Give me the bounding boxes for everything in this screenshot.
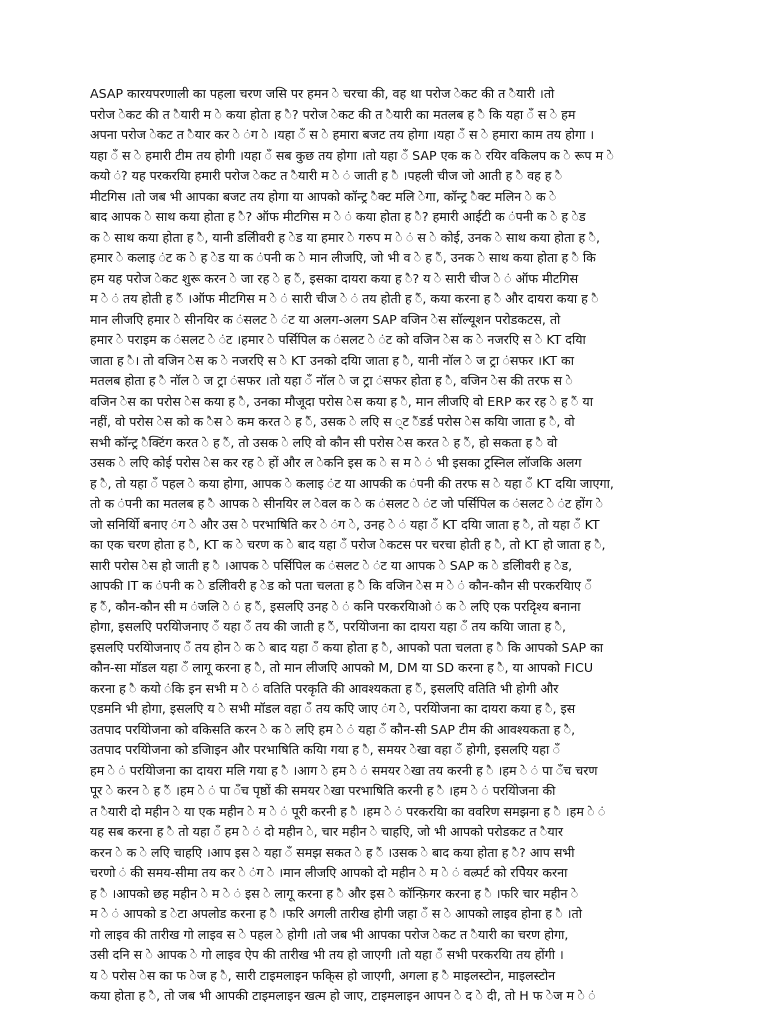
- text-line: यहा ँ स े हमारी टीम तय होगी ।यहा ँ सब कुछ तय होगा ।तो यहा ँ SAP एक क े रयिर वकिलप क े रूप म े: [90, 147, 614, 163]
- text-line: त ैयारी दो महीन े या एक महीन े म े ं पूरी करनी ह ै ।हम े ं परकरयिा का ववरिण समझना ह ै ।हम े ं: [90, 803, 606, 819]
- text-line: म े ं तय होती ह ैं ।ऑफ मीटगिस म े ं सारी चीज े ं तय होती ह ैं, कया करना ह ै और दायरा कया ह ै: [90, 291, 599, 306]
- text-line: जो सनिर्यिो बनाए ंग े और उस े परभाषिति कर े ंग े, उनह े ं यहा ँ KT दयिा जाता ह ै, तो यहा ँ KT: [90, 516, 600, 532]
- text-line: परोज ेकट की त ैयारी म े कया होता ह ै? परोज ेकट की त ैयारी का मतलब ह ै कि यहा ँ स े हम: [90, 106, 576, 122]
- text-line: ASAP कारयपरणाली का पहला चरण जसि पर हमन े चरचा की, वह था परोज ेकट की त ैयारी ।तो: [90, 86, 555, 101]
- text-line: म े ं आपको ड ेटा अपलोड करना ह ै ।फरि अगली तारीख होगी जहा ँ स े आपको लाइव होना ह ै ।तो: [90, 906, 582, 921]
- text-line: ह ै, तो यहा ँ पहल े कया होगा, आपक े कलाइ ंट या आपकी क ंपनी की तरफ स े यहा ँ KT दयिा जाएगा,: [90, 475, 614, 491]
- text-line: कया होता ह ै, तो जब भी आपकी टाइमलाइन खत्म हो जाए, टाइमलाइन आपन े द े दी, तो H फ ेज म े ं: [90, 988, 596, 1003]
- text-line: उसी दनि स े आपक े गो लाइव ऐप की तारीख भी तय हो जाएगी ।तो यहा ँ सभी परकरयिा तय होंगी ।: [90, 947, 564, 962]
- text-line: कयो ं? यह परकरयिा हमारी परोज ेकट त ैयारी म े ं जाती ह ै ।पहली चीज जो आती ह ै वह ह ै: [90, 168, 563, 183]
- text-line: का एक चरण होता ह ै, KT क े चरण क े बाद यहा ँ परोज ेकटस पर चरचा होती ह ै, तो KT हो जाता ह ै,: [90, 537, 606, 552]
- text-line: हमार े कलाइ ंट क े ह ेड या क ंपनी क े मान लीजएि, जो भी व े ह ैं, उनक े साथ कया होता ह ै कि: [90, 250, 596, 265]
- text-line: बाद आपक े साथ कया होता ह ै? ऑफ मीटगिस म े ं कया होता ह ै? हमारी आईटी क ंपनी क े ह ेड: [90, 209, 586, 224]
- body-text: [90, 84, 674, 1007]
- text-line: इसलएि परयिोजनाए ँ तय होन े क े बाद यहा ँ कया होता ह ै, आपको पता चलता ह ै कि आपको SAP का: [90, 639, 604, 655]
- text-line: मीटगिस ।तो जब भी आपका बजट तय होगा या आपको कॉन्ट्र ैक्ट मलि ेगा, कॉन्ट्र ैक्ट मलिन े क े: [90, 188, 557, 204]
- text-line: हम े ं परयिोजना का दायरा मलि गया ह ै ।आग े हम े ं समयर ेखा तय करनी ह ै ।हम े ं पा ँच चरण: [90, 762, 598, 778]
- text-line: उसक े लएि कोई परोस ेस कर रह े हों और ल ेकनि इस क े स म े ं भी इसका ट्रस्निल लॉजकि अलग: [90, 455, 582, 470]
- text-line: उतपाद परयिोजना को डजिाइन और परभाषिति कयिा गया ह ै, समयर ेखा वहा ँ होगी, इसलएि यहा ँ: [90, 742, 560, 757]
- text-line: मान लीजएि हमार े सीनयिर क ंसलट े ंट या अलग-अलग SAP वजिन ेस सॉल्यूशन परोडकटस, तो: [90, 311, 561, 327]
- text-line: एडमनि भी होगा, इसलएि य े सभी मॉडल वहा ँ तय कएि जाए ंग े, परयिोजना का दायरा कया ह ै, इस: [90, 701, 576, 716]
- text-line: ह ै ।आपको छह महीन े म े ं इस े लागू करना ह ै और इस े कॉन्फ़िगर करना ह ै ।फरि चार महीन े: [90, 885, 579, 901]
- text-line: जाता ह ै। तो वजिन ेस क े नजरएि स े KT उनको दयिा जाता ह ै, यानी नॉल े ज ट्रा ंसफर ।KT का: [90, 352, 574, 368]
- text-line: हमार े पराइम क ंसलट े ंट ।हमार े पर्सिपिल क ंसलट े ंट को वजिन ेस क े नजरएि स े KT दयिा: [90, 332, 586, 347]
- text-line: सभी कॉन्ट्र ैक्टिंग करत े ह ैं, तो उसक े लएि वो कौन सी परोस ेस करत े ह ैं, हो सकता ह ै वो: [90, 434, 558, 450]
- text-line: मतलब होता ह ै नॉल े ज ट्रा ंसफर ।तो यहा ँ नॉल े ज ट्रा ंसफर होता ह ै, वजिन ेस की तरफ स े: [90, 373, 573, 388]
- text-line: ह ैं, कौन-कौन सी म ंजलि े ं ह ैं, इसलएि उनह े ं कनि परकरयिाओ ं क े लएि एक परदिृश्य बनाना: [90, 598, 581, 614]
- text-line: तो क ंपनी का मतलब ह ै आपक े सीनयिर ल ेवल क े क ंसलट े ंट जो पर्सिपिल क ंसलट े ंट होंग े: [90, 496, 603, 511]
- text-line: पूर े करन े ह ैं ।हम े ं पा ँच पृष्ठों की समयर ेखा परभाषिति करनी ह ै ।हम े ं परयिोजना की: [90, 783, 556, 798]
- text-line: क े साथ कया होता ह ै, यानी डलिीवरी ह ेड या हमार े गरुप म े ं स े कोई, उनक े साथ कया होता ह ै,: [90, 229, 600, 245]
- text-line: उतपाद परयिोजना को वकिसति करन े क े लएि हम े ं यहा ँ कौन-सी SAP टीम की आवश्यकता ह ै,: [90, 721, 576, 737]
- text-line: करन े क े लएि चाहएि ।आप इस े यहा ँ समझ सकत े ह ैं ।उसक े बाद कया होता ह ै? आप सभी: [90, 844, 575, 860]
- text-line: चरणो ं की समय-सीमा तय कर े ंग े ।मान लीजएि आपको दो महीन े म े ं वल्र्पर्ट को रपिेयर करना: [90, 865, 568, 880]
- text-line: हम यह परोज ेकट शुरू करन े जा रह े ह ैं, इसका दायरा कया ह ै? य े सारी चीज े ं ऑफ मीटगिस: [90, 270, 579, 286]
- text-line: य े परोस ेस का फ ेज ह ै, सारी टाइमलाइन फकि्स हो जाएगी, अगला ह ै माइलस्टोन, माइलस्टोन: [90, 967, 556, 983]
- text-line: कौन-सा मॉडल यहा ँ लागू करना ह ै, तो मान लीजएि आपको M, DM या SD करना ह ै, या आपको FICU: [90, 660, 594, 675]
- text-line: यह सब करना ह ै तो यहा ँ हम े ं दो महीन े, चार महीन े चाहएि, जो भी आपको परोडकट त ैयार: [90, 824, 564, 839]
- text-line: आपकी IT क ंपनी क े डलिीवरी ह ेड को पता चलता ह ै कि वजिन ेस म े ं कौन-कौन सी परकरयिाए ँ: [90, 578, 592, 593]
- text-line: करना ह ै कयो ंकि इन सभी म े ं वतिति परकृति की आवश्यकता ह ैं, इसलएि वतिति भी होगी और: [90, 680, 559, 696]
- text-line: नहीं, वो परोस ेस को क ैस े कम करत े ह ैं, उसक े लएि स ्ट ैंडर्ड परोस ेस कयिा जाता ह ै, वो: [90, 414, 575, 429]
- text-line: गो लाइव की तारीख गो लाइव स े पहल े होगी ।तो जब भी आपका परोज ेकट त ैयारी का चरण होगा,: [90, 926, 569, 942]
- text-line: होगा, इसलएि परयिोजनाए ँ यहा ँ तय की जाती ह ैं, परयिोजना का दायरा यहा ँ तय कयिा जाता ह ै,: [90, 619, 566, 634]
- text-line: सारी परोस ेस हो जाती ह ै ।आपक े पर्सिपिल क ंसलट े ंट या आपक े SAP क े डलिीवरी ह ेड,: [90, 557, 573, 573]
- text-line: अपना परोज ेकट त ैयार कर े ंग े ।यहा ँ स े हमारा बजट तय होगा ।यहा ँ स े हमारा काम तय होगा ।: [90, 127, 595, 142]
- text-line: वजिन ेस का परोस ेस कया ह ै, उनका मौजूदा परोस ेस कया ह ै, मान लीजएि वो ERP कर रह े ह ैं या: [90, 393, 593, 409]
